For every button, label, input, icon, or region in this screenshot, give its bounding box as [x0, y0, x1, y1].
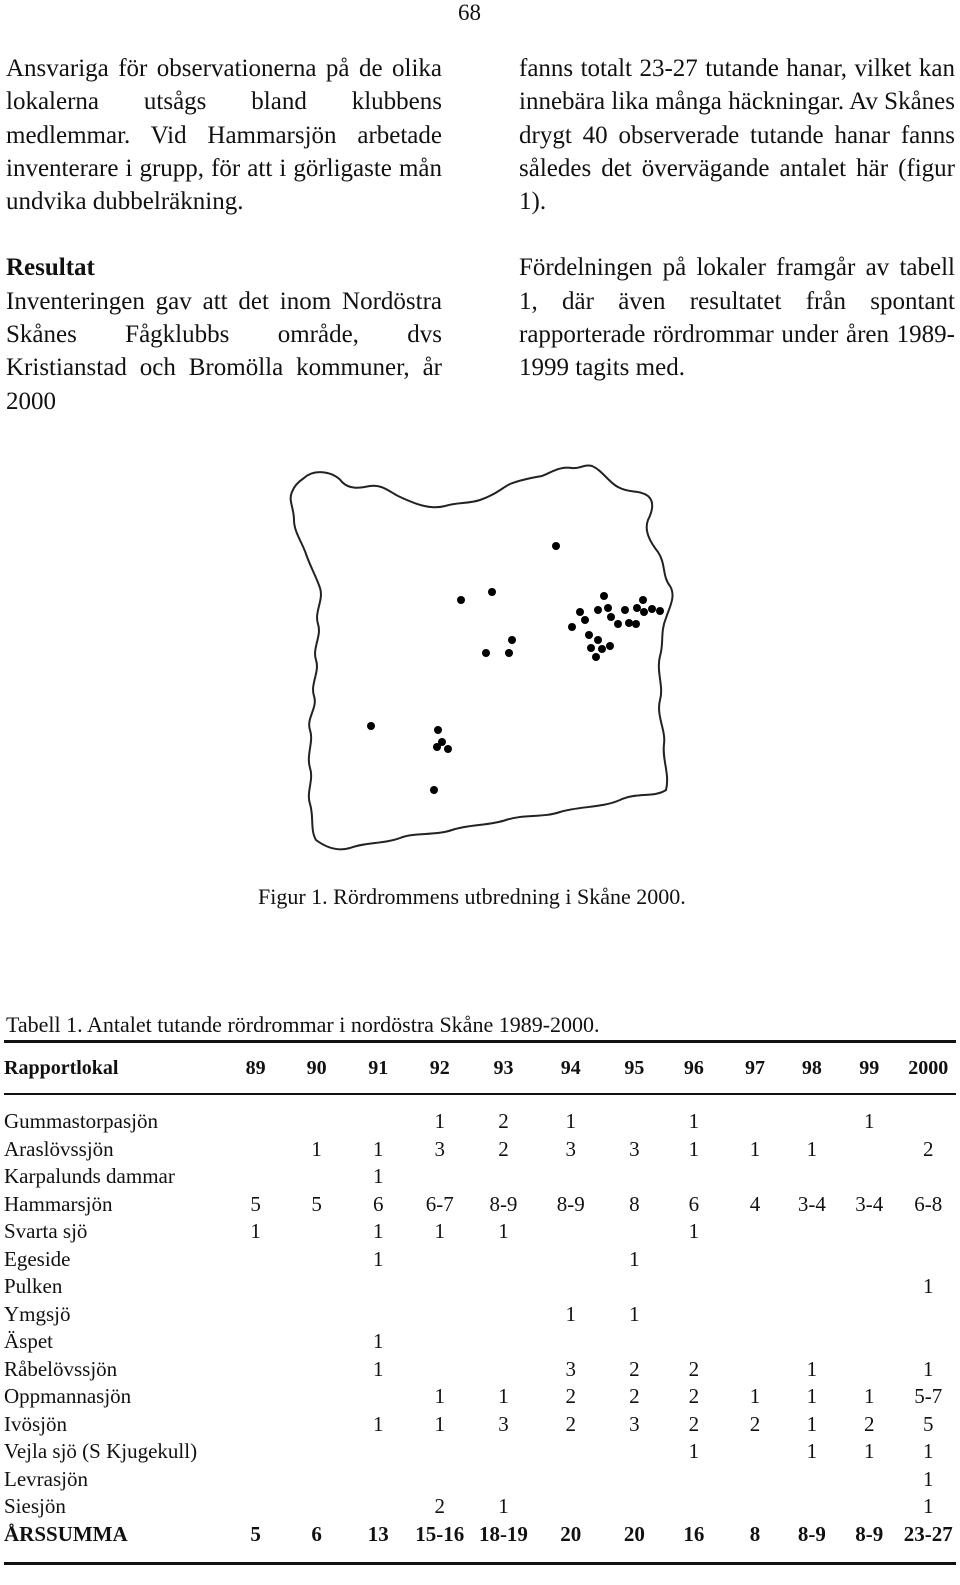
count-cell	[347, 1273, 409, 1301]
observation-point	[505, 649, 513, 657]
count-cell: 5	[311, 1191, 322, 1216]
observation-point	[444, 745, 452, 753]
count-cell	[724, 1466, 786, 1494]
column-header-year: 91	[368, 1056, 389, 1079]
count-cell	[225, 1466, 286, 1494]
count-cell	[286, 1466, 348, 1494]
count-cell	[724, 1273, 786, 1301]
count-cell: 2	[565, 1384, 576, 1408]
count-cell	[409, 1328, 471, 1356]
count-cell	[536, 1493, 605, 1521]
count-cell: 1	[311, 1136, 322, 1161]
count-cell: 2	[864, 1411, 875, 1436]
column-header-year: 96	[683, 1056, 704, 1079]
observation-point	[625, 619, 633, 627]
count-cell	[838, 1246, 901, 1274]
count-cell: 6-8	[914, 1191, 943, 1216]
observation-point	[607, 613, 615, 621]
observation-point	[367, 722, 375, 730]
count-cell	[347, 1383, 409, 1411]
count-cell	[286, 1356, 348, 1384]
count-cell	[605, 1163, 663, 1191]
count-cell	[838, 1328, 901, 1356]
total-cell: 6	[311, 1521, 322, 1546]
column-header-location: Rapportlokal	[4, 1056, 119, 1079]
count-cell	[724, 1108, 786, 1136]
observation-point	[433, 743, 441, 751]
table-row	[4, 1273, 956, 1301]
count-cell	[901, 1218, 956, 1246]
count-cell	[724, 1356, 786, 1384]
count-cell	[786, 1301, 838, 1329]
count-cell: 3-4	[855, 1191, 884, 1216]
table-row	[4, 1438, 956, 1466]
distribution-paragraph: Fördelningen på lokaler framgår av tabell 1, där även resultatet från spontant rapporterade rördrommar under åren 1989-1999 tagits med.	[519, 254, 955, 382]
location-name: Råbelövssjön	[4, 1356, 118, 1381]
observation-point	[430, 786, 438, 794]
count-cell: 1	[688, 1219, 700, 1243]
observation-point	[600, 592, 608, 600]
count-cell: 1	[749, 1384, 761, 1408]
count-cell	[225, 1328, 286, 1356]
count-cell: 8-9	[556, 1191, 585, 1216]
observation-point	[568, 623, 576, 631]
table-row	[4, 1328, 956, 1356]
table-total-row	[4, 1521, 956, 1549]
count-cell	[901, 1246, 956, 1274]
count-cell: 5-7	[914, 1384, 943, 1408]
count-cell: 1	[806, 1439, 818, 1463]
location-name: Karpalunds dammar	[4, 1164, 175, 1188]
total-label: ÅRSSUMMA	[4, 1521, 128, 1546]
table-row	[4, 1218, 956, 1246]
count-cell	[225, 1411, 286, 1439]
count-cell: 2	[629, 1356, 640, 1381]
count-cell	[664, 1493, 725, 1521]
count-cell	[664, 1466, 725, 1494]
count-cell	[471, 1246, 537, 1274]
count-cell	[605, 1438, 663, 1466]
count-cell	[605, 1493, 663, 1521]
count-cell	[786, 1466, 838, 1494]
count-cell	[664, 1273, 725, 1301]
count-cell: 1	[498, 1384, 509, 1408]
observation-point	[639, 596, 647, 604]
count-cell	[347, 1301, 409, 1329]
count-cell	[409, 1356, 471, 1384]
count-cell: 2	[688, 1384, 700, 1408]
count-cell	[786, 1493, 838, 1521]
count-cell: 1	[434, 1411, 446, 1436]
observation-point	[581, 616, 589, 624]
total-cell: 16	[683, 1521, 705, 1546]
observation-point	[576, 608, 584, 616]
column-header-year: 93	[493, 1056, 514, 1079]
count-cell: 2	[688, 1411, 700, 1436]
count-cell	[471, 1466, 537, 1494]
count-cell	[286, 1411, 348, 1439]
count-cell	[605, 1273, 663, 1301]
count-cell	[536, 1246, 605, 1274]
count-cell: 1	[250, 1219, 261, 1243]
observation-point	[656, 607, 664, 615]
location-name: Egeside	[4, 1246, 71, 1271]
observation-point	[434, 726, 442, 734]
count-cell: 1	[372, 1329, 384, 1353]
count-cell	[838, 1466, 901, 1494]
count-cell	[286, 1108, 348, 1136]
count-cell: 1	[434, 1219, 446, 1243]
column-header-year: 89	[245, 1056, 266, 1079]
count-cell	[286, 1493, 348, 1521]
count-cell: 1	[864, 1384, 875, 1408]
count-cell: 1	[372, 1356, 384, 1381]
count-cell: 2	[749, 1411, 761, 1436]
table-top-rule	[4, 1040, 956, 1043]
count-cell	[409, 1466, 471, 1494]
count-cell	[225, 1301, 286, 1329]
table-row	[4, 1163, 956, 1191]
count-cell: 2	[629, 1384, 640, 1408]
column-header-year: 94	[560, 1056, 581, 1079]
column-header-year: 98	[801, 1056, 822, 1079]
count-cell: 1	[565, 1301, 576, 1326]
count-cell: 1	[434, 1109, 446, 1133]
observation-point	[585, 631, 593, 639]
total-cell: 13	[367, 1521, 389, 1546]
column-header-year: 90	[306, 1056, 327, 1079]
continuation-paragraph: fanns totalt 23-27 tutande hanar, vilket kan innebära lika många häckningar. Av Skånes drygt 40 observerade tutande hanar fanns således det övervägande antalet här (figur 1).	[519, 55, 955, 216]
location-name: Araslövssjön	[4, 1136, 114, 1161]
count-cell: 2	[498, 1109, 509, 1133]
count-cell	[347, 1108, 409, 1136]
count-cell	[605, 1328, 663, 1356]
count-cell: 1	[923, 1466, 934, 1491]
total-cell: 23-27	[903, 1521, 953, 1546]
table-bottom-rule	[4, 1562, 956, 1565]
table-row	[4, 1136, 956, 1164]
count-cell: 1	[923, 1356, 934, 1381]
count-cell	[536, 1438, 605, 1466]
count-cell	[225, 1356, 286, 1384]
count-cell	[286, 1163, 348, 1191]
count-cell	[347, 1493, 409, 1521]
count-cell: 1	[806, 1384, 818, 1408]
count-cell: 1	[629, 1301, 640, 1326]
count-cell	[471, 1356, 537, 1384]
intro-paragraph: Ansvariga för observationerna på de olika lokalerna utsågs bland klubbens medlemmar. Vid Hammarsjön arbetade inventerare i grupp, för att i görligaste mån undvika dubbelräkning.	[6, 55, 442, 216]
observation-point	[592, 653, 600, 661]
count-cell	[409, 1273, 471, 1301]
result-paragraph: Inventeringen gav att det inom Nordöstra Skånes Fågklubbs område, dvs Kristianstad och Bromölla kommuner, år 2000	[6, 287, 442, 415]
column-header-year: 97	[744, 1056, 765, 1079]
count-cell	[471, 1328, 537, 1356]
total-cell: 20	[623, 1521, 645, 1546]
location-name: Svarta sjö	[4, 1219, 88, 1243]
count-cell: 3-4	[797, 1191, 826, 1216]
count-cell: 1	[372, 1246, 384, 1271]
count-cell: 1	[629, 1246, 640, 1271]
count-cell	[225, 1273, 286, 1301]
count-cell: 2	[565, 1411, 576, 1436]
table-caption: Tabell 1. Antalet tutande rördrommar i nordöstra Skåne 1989-2000.	[6, 1012, 600, 1037]
count-cell	[225, 1136, 286, 1164]
count-cell	[786, 1163, 838, 1191]
count-cell: 2	[923, 1136, 934, 1161]
count-cell: 1	[864, 1439, 875, 1463]
count-cell	[225, 1438, 286, 1466]
count-cell	[664, 1246, 725, 1274]
observation-point	[606, 642, 614, 650]
count-cell	[286, 1301, 348, 1329]
count-cell	[724, 1218, 786, 1246]
location-name: Oppmannasjön	[4, 1384, 132, 1408]
location-name: Ymgsjö	[4, 1301, 71, 1326]
count-cell: 3	[565, 1136, 576, 1161]
count-cell	[286, 1246, 348, 1274]
count-cell	[664, 1301, 725, 1329]
location-name: Ivösjön	[4, 1411, 67, 1436]
count-cell: 1	[688, 1136, 700, 1161]
count-cell	[409, 1438, 471, 1466]
count-cell	[724, 1328, 786, 1356]
left-column	[6, 52, 442, 418]
total-cell: 8	[749, 1521, 761, 1546]
observation-point	[640, 608, 648, 616]
table-row	[4, 1356, 956, 1384]
count-cell	[664, 1163, 725, 1191]
total-cell: 15-16	[415, 1521, 465, 1546]
count-cell: 1	[806, 1411, 818, 1436]
count-cell	[724, 1163, 786, 1191]
count-cell	[838, 1493, 901, 1521]
total-cell: 8-9	[855, 1521, 884, 1546]
count-cell	[286, 1383, 348, 1411]
table-row	[4, 1191, 956, 1219]
count-cell	[786, 1246, 838, 1274]
column-header-year: 92	[429, 1056, 450, 1079]
observation-point	[621, 606, 629, 614]
count-cell	[838, 1218, 901, 1246]
count-cell	[838, 1301, 901, 1329]
count-cell: 1	[923, 1494, 934, 1518]
count-cell	[786, 1273, 838, 1301]
count-cell	[286, 1218, 348, 1246]
observation-point	[604, 604, 612, 612]
right-column	[519, 52, 955, 385]
table-row	[4, 1466, 956, 1494]
count-cell	[471, 1273, 537, 1301]
count-cell: 1	[434, 1384, 446, 1408]
observation-point	[594, 636, 602, 644]
count-cell	[225, 1383, 286, 1411]
count-cell: 4	[749, 1191, 761, 1216]
location-name: Levrasjön	[4, 1466, 88, 1491]
count-cell: 6-7	[425, 1191, 454, 1216]
location-name: Hammarsjön	[4, 1191, 113, 1216]
count-cell	[786, 1108, 838, 1136]
observation-point	[552, 542, 560, 550]
count-cell	[901, 1163, 956, 1191]
count-cell	[724, 1301, 786, 1329]
column-header-year: 2000	[908, 1056, 949, 1079]
count-cell: 1	[688, 1109, 700, 1133]
observation-point	[594, 606, 602, 614]
count-cell	[605, 1218, 663, 1246]
count-cell	[347, 1466, 409, 1494]
count-cell: 3	[629, 1136, 640, 1161]
count-cell: 5	[923, 1411, 934, 1436]
count-cell: 5	[250, 1191, 261, 1216]
table-row	[4, 1411, 956, 1439]
observation-points	[367, 542, 664, 794]
count-cell: 1	[565, 1109, 576, 1133]
observation-point	[488, 588, 496, 596]
count-cell	[347, 1438, 409, 1466]
count-cell: 2	[434, 1494, 446, 1518]
observation-point	[482, 649, 490, 657]
table-spacer-row	[4, 1086, 956, 1108]
count-cell	[838, 1136, 901, 1164]
count-cell	[409, 1163, 471, 1191]
location-name: Äspet	[4, 1329, 53, 1353]
count-cell: 1	[372, 1136, 384, 1161]
count-cell	[536, 1218, 605, 1246]
column-header-year: 95	[624, 1056, 645, 1079]
column-header-year: 99	[859, 1056, 880, 1079]
count-cell: 1	[806, 1136, 818, 1161]
count-cell: 1	[372, 1164, 384, 1188]
observation-point	[648, 605, 656, 613]
table-row	[4, 1493, 956, 1521]
count-cell	[225, 1163, 286, 1191]
count-cell: 3	[434, 1136, 446, 1161]
observation-point	[508, 636, 516, 644]
skane-outline	[291, 466, 673, 850]
count-cell	[409, 1301, 471, 1329]
count-cell: 6	[372, 1191, 384, 1216]
count-cell: 1	[498, 1219, 509, 1243]
count-cell: 2	[688, 1356, 700, 1381]
count-cell: 1	[372, 1411, 384, 1436]
observation-point	[598, 645, 606, 653]
count-cell	[225, 1108, 286, 1136]
location-name: Pulken	[4, 1274, 63, 1298]
count-cell: 1	[923, 1439, 934, 1463]
count-cell	[724, 1438, 786, 1466]
count-cell	[724, 1246, 786, 1274]
table-row	[4, 1301, 956, 1329]
count-cell	[901, 1108, 956, 1136]
count-cell	[536, 1466, 605, 1494]
count-cell	[838, 1356, 901, 1384]
count-cell	[605, 1108, 663, 1136]
total-cell: 20	[560, 1521, 582, 1546]
section-heading-resultat: Resultat	[6, 254, 95, 282]
count-cell	[286, 1328, 348, 1356]
count-cell	[838, 1163, 901, 1191]
count-cell: 1	[498, 1494, 509, 1518]
count-cell	[471, 1163, 537, 1191]
count-cell: 1	[749, 1136, 761, 1161]
count-cell: 1	[923, 1274, 934, 1298]
count-cell	[605, 1466, 663, 1494]
count-cell	[664, 1328, 725, 1356]
observation-point	[614, 620, 622, 628]
count-cell	[786, 1218, 838, 1246]
count-cell	[471, 1301, 537, 1329]
count-cell: 2	[498, 1136, 509, 1161]
count-cell: 6	[688, 1191, 700, 1216]
count-cell	[786, 1328, 838, 1356]
table-row	[4, 1383, 956, 1411]
observation-point	[632, 620, 640, 628]
count-cell: 3	[565, 1356, 576, 1381]
count-cell: 8	[629, 1191, 640, 1216]
count-cell: 8-9	[489, 1191, 518, 1216]
count-cell: 1	[372, 1219, 384, 1243]
count-cell: 1	[688, 1439, 700, 1463]
count-cell	[225, 1246, 286, 1274]
count-cell	[286, 1438, 348, 1466]
table-header-row	[4, 1050, 956, 1086]
location-name: Vejla sjö (S Kjugekull)	[4, 1439, 198, 1463]
count-cell	[901, 1301, 956, 1329]
count-cell: 3	[498, 1411, 509, 1436]
count-cell	[838, 1273, 901, 1301]
rordrom-table	[4, 1050, 956, 1548]
figure-caption: Figur 1. Rördrommens utbredning i Skåne 2000.	[258, 884, 686, 909]
total-cell: 8-9	[797, 1521, 826, 1546]
page-number: 68	[458, 0, 481, 25]
total-cell: 5	[250, 1521, 261, 1546]
count-cell: 1	[864, 1109, 875, 1133]
count-cell	[286, 1273, 348, 1301]
count-cell	[724, 1493, 786, 1521]
table-row	[4, 1108, 956, 1136]
count-cell: 3	[629, 1411, 640, 1436]
count-cell	[409, 1246, 471, 1274]
count-cell	[225, 1493, 286, 1521]
table-row	[4, 1246, 956, 1274]
location-name: Gummastorpasjön	[4, 1109, 158, 1133]
count-cell: 1	[806, 1356, 818, 1381]
count-cell	[536, 1163, 605, 1191]
count-cell	[536, 1273, 605, 1301]
observation-point	[457, 596, 465, 604]
count-cell	[536, 1328, 605, 1356]
location-name: Siesjön	[4, 1494, 66, 1518]
count-cell	[471, 1438, 537, 1466]
observation-point	[587, 644, 595, 652]
observation-point	[633, 604, 641, 612]
total-cell: 18-19	[478, 1521, 528, 1546]
count-cell	[901, 1328, 956, 1356]
skane-distribution-map	[280, 460, 690, 860]
